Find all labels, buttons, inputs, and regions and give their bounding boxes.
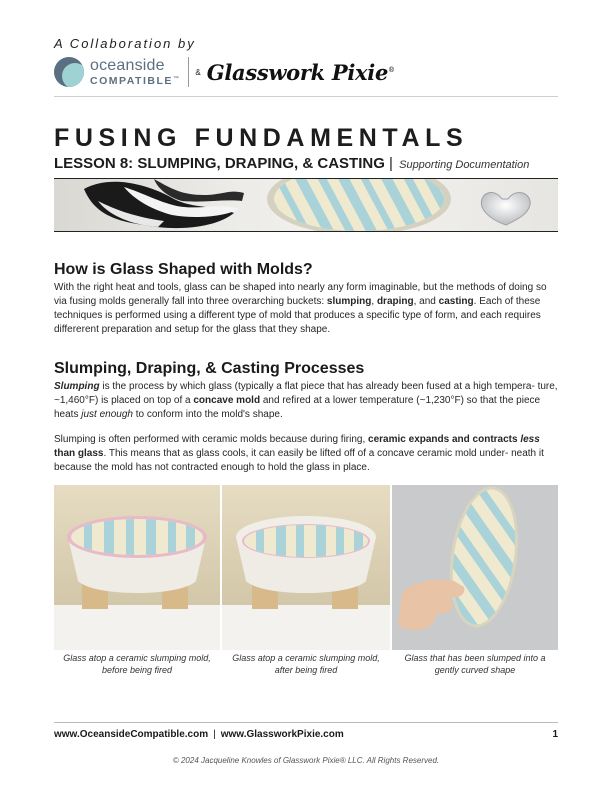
footer-divider [54,722,558,723]
ampersand: & [195,67,201,77]
photo-caption-2: Glass atop a ceramic slumping mold, after being fired [232,653,380,675]
document-title: FUSING FUNDAMENTALS [54,124,469,152]
footer-links [54,729,344,740]
banner-image [54,178,558,232]
section-heading-processes: Slumping, Draping, & Casting Processes [54,360,365,377]
footer-link-divider: | [213,729,216,740]
oceanside-wordmark [90,58,180,87]
slumped-glass-illustration [392,485,558,650]
photo-mold-after-firing [222,485,390,650]
collaboration-label: A Collaboration by [54,36,196,51]
lesson-separator: | [389,155,393,172]
footer-link-oceanside[interactable]: www.OceansideCompatible.com [54,729,209,740]
oceanside-wordmark-line1: oceanside [90,56,165,74]
oceanside-logo-icon [54,57,84,87]
mold-after-illustration [222,485,390,650]
photo-slumped-glass [392,485,558,650]
header-divider [54,96,558,97]
section-heading-molds: How is Glass Shaped with Molds? [54,261,313,278]
photo-caption-3: Glass that has been slumped into a gently curved shape [404,653,546,675]
lesson-subtitle: Supporting Documentation [399,159,530,171]
slumping-paragraph: Slumping is the process by which glass (typically a flat piece that has already been fused at a high tempera- ture, ~1,460°F) is placed on top of a concave mold and refired at a lower temperature (~1,230°F) so that the piece heats just enough to conform into the mold's shape. [54,381,558,420]
logo-divider [188,57,189,87]
photo-mold-before-firing [54,485,220,650]
page-number: 1 [552,729,558,740]
copyright-notice: © 2024 Jacqueline Knowles of Glasswork Pixie® LLC. All Rights Reserved. [172,756,440,765]
footer-link-glassworkpixie[interactable]: www.GlassworkPixie.com [220,729,344,740]
banner-illustration [54,179,558,232]
partner-logos [54,54,395,90]
ceramic-paragraph: Slumping is often performed with ceramic molds because during firing, ceramic expands and contracts less than glass. This means that as glass cools, it can easily be lifted off of a concave ceramic mold under- neath it because the mold has not contracted enough to hold the glass in place. [54,434,544,473]
oceanside-wordmark-line2: COMPATIBLE™ [90,74,181,87]
photo-caption-1: Glass atop a ceramic slumping mold, before being fired [63,653,211,675]
mold-before-illustration [54,485,220,650]
glasswork-pixie-logo: Glasswork Pixie® [206,59,395,85]
lesson-title: LESSON 8: SLUMPING, DRAPING, & CASTING [54,155,385,172]
section-paragraph-molds: With the right heat and tools, glass can be shaped into nearly any form imaginable, but the methods of doing so via fusing molds generally fall into three overarching buckets: slumping, draping, and casting. Each of these techniques is performed using a different type of mold that produces a specific type of form, and each requires differerent preparation and setup for the glass that they shape. [54,282,547,335]
lesson-heading [54,155,529,172]
